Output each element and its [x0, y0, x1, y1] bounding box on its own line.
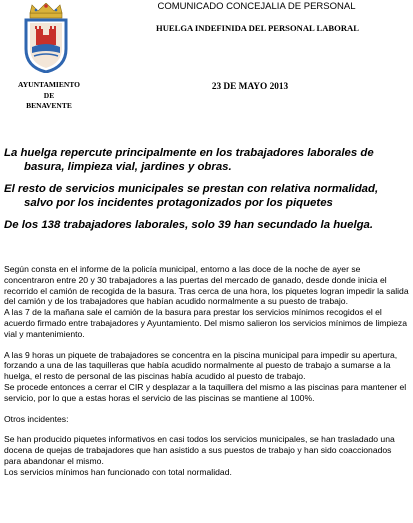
- paragraph: A las 9 horas un piquete de trabajadores se concentra en la piscina municipal para impedir su apertura, forzando a una de las taquilleras que había acudido normalmente al puesto de trabajo a sumarse a la huelga, el resto de personal de las piscinas había acudido al puesto de trabajo.: [4, 349, 398, 382]
- municipal-coat-of-arms: [22, 3, 70, 73]
- organization-name: [14, 80, 84, 112]
- headline: De los 138 trabajadores laborales, solo 39 han secundado la huelga.: [4, 219, 374, 231]
- crown-icon: [30, 3, 62, 18]
- paragraph: Los servicios mínimos han funcionado con total normalidad.: [4, 466, 232, 477]
- org-line: AYUNTAMIENTO: [18, 80, 80, 89]
- headline: El resto de servicios municipales se prestan con relativa normalidad, salvo por los incidentes protagonizados por los piquetes: [4, 183, 379, 209]
- org-line: DE: [43, 90, 55, 100]
- strike-title: HUELGA INDEFINIDA DEL PERSONAL LABORAL: [156, 23, 359, 33]
- paragraph: Se procede entonces a cerrar el CIR y desplazar a la taquillera del mismo a las piscinas para mantener el servicio, por lo que a estas horas el servicio de las piscinas se mantiene al 100%.: [4, 381, 407, 403]
- body-text: [4, 264, 409, 478]
- shield-icon: [26, 20, 66, 72]
- paragraph: Según consta en el informe de la policía municipal, entorno a las doce de la noche de ayer se concentraron entre 20 y 30 trabajadores a las puertas del mercado de ganado, desde donde inicia el recorrido el camión de recogida de la basura. Tras cerca de una hora, los piquetes logran impedir la salida del camión y de los trabajadores que habían acudido normalmente a su puesto de trabajo.: [4, 264, 409, 307]
- paragraph: Se han producido piquetes informativos en casi todos los servicios municipales, se han trasladado una docena de quejas de trabajadores que han asistido a sus puestos de trabajo y han sido coaccionados para abandonar el mismo.: [4, 434, 395, 466]
- document-date: 23 DE MAYO 2013: [211, 82, 289, 92]
- communique-title: COMUNICADO CONCEJALIA DE PERSONAL: [157, 1, 356, 12]
- paragraph: Otros incidentes:: [4, 413, 69, 424]
- headline: La huelga repercute principalmente en los trabajadores laborales de basura, limpieza vial, jardines y obras.: [4, 147, 374, 173]
- headlines: [4, 146, 409, 240]
- org-line: BENAVENTE: [26, 101, 72, 110]
- paragraph: A las 7 de la mañana sale el camión de la basura para prestar los servicios mínimos recogidos el el acuerdo firmado entre trabajadores y Ayuntamiento. Del mismo salieron los servicios mínimos de limpieza vial y mantenimiento.: [4, 307, 407, 339]
